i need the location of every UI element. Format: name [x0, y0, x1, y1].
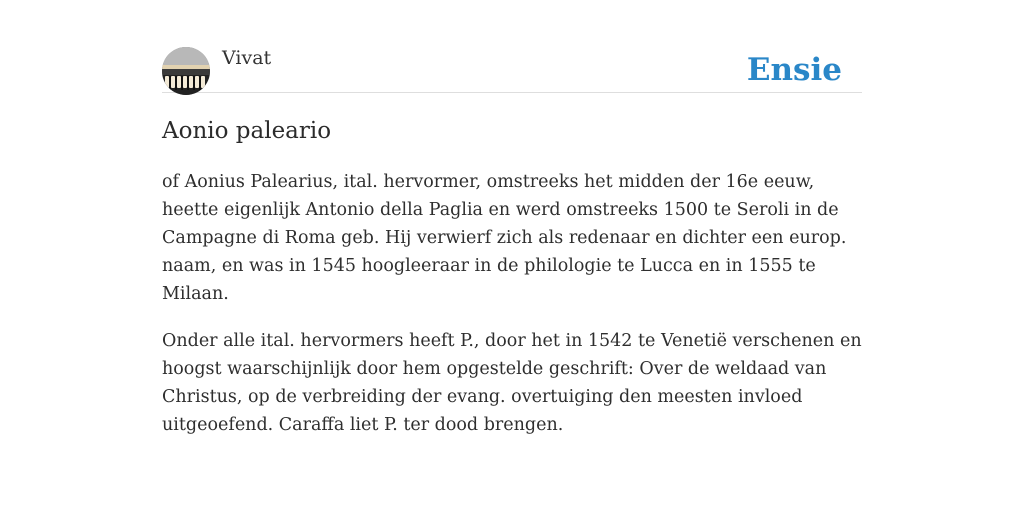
- page: [162, 0, 862, 435]
- article-body: [162, 168, 862, 458]
- article-title: Aonio paleario: [162, 118, 332, 144]
- typewriter-keys-icon: [162, 47, 210, 95]
- avatar[interactable]: [162, 47, 210, 95]
- brand-logo[interactable]: Ensie: [746, 52, 842, 88]
- article-paragraph: Onder alle ital. hervormers heeft P., door het in 1542 te Venetië verschenen en hoogst waarschijnlijk door hem opgestelde geschrift: Over de weldaad van Christus, op de verbreiding der evang. overtuiging den meesten invloed uitgeoefend. Caraffa liet P. ter dood brengen.: [162, 331, 862, 435]
- author-name[interactable]: Vivat: [222, 47, 272, 69]
- article-paragraph: of Aonius Palearius, ital. hervormer, omstreeks het midden der 16e eeuw, heette eigenlijk Antonio della Paglia en werd omstreeks 1500 te Seroli in de Campagne di Roma geb. Hij verwierf zich als redenaar en dichter een europ. naam, en was in 1545 hoogleeraar in de philologie te Lucca en in 1555 te Milaan.: [162, 172, 847, 304]
- header: [162, 0, 862, 93]
